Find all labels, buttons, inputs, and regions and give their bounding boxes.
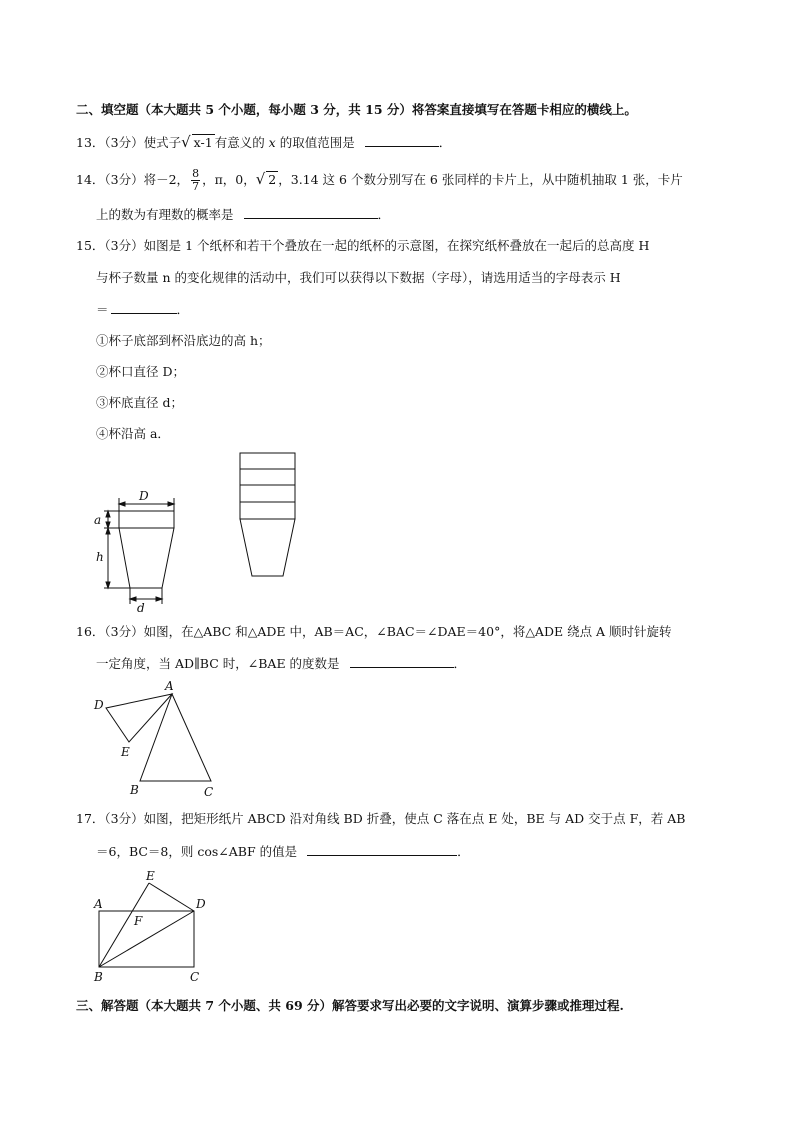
cup-body (119, 528, 174, 588)
q14-frac-den: 7 (192, 180, 200, 193)
q16-answer-blank[interactable] (350, 655, 454, 668)
label-F: F (134, 914, 143, 928)
stack-body (240, 519, 295, 576)
label-d: d (137, 601, 145, 615)
section-2-heading: 二、填空题（本大题共 5 个小题，每小题 3 分，共 15 分）将答案直接填写在答题卡相应的横线上。 (76, 102, 637, 117)
label-D: D (139, 489, 149, 503)
q17-line2 (96, 843, 470, 860)
q16-line2 (96, 655, 466, 672)
label-E: E (146, 869, 155, 883)
q15-option-4: ④杯沿高 a． (96, 426, 170, 441)
label-C: C (204, 785, 214, 799)
q14-line2: 上的数为有理数的概率是 (96, 207, 234, 222)
label-a: a (94, 513, 102, 527)
label-h: h (96, 550, 104, 564)
label-B: B (130, 783, 139, 797)
sqrt-symbol-icon: √ (181, 133, 191, 151)
label-B: B (94, 970, 103, 984)
q14-end: ． (377, 207, 391, 222)
q16-figure (106, 694, 211, 781)
triangle-ABC (140, 694, 211, 781)
label-A: A (165, 679, 174, 693)
label-A: A (94, 897, 103, 911)
q14-sqrt-val: 2 (268, 172, 277, 187)
stack-rims (240, 453, 295, 519)
q13-middle: 有意义的 (214, 135, 269, 150)
q13-prefix: 13．（3分）使式子 (76, 135, 182, 150)
arrow-icon (106, 528, 110, 534)
q14-mid1: ，π，0， (202, 172, 256, 187)
q15-line3-end: ． (176, 302, 190, 317)
q17-line1: 17．（3分）如图，把矩形纸片 ABCD 沿对角线 BD 折叠，使点 C 落在点 E 处，BE 与 AD 交于点 F，若 AB (76, 811, 686, 826)
q14-mid2: ，3.14 这 6 个数分别写在 6 张同样的卡片上，从中随机抽取 1 张，卡片 (278, 172, 683, 187)
label-C: C (190, 970, 200, 984)
section-3-heading: 三、解答题（本大题共 7 个小题、共 69 分）解答要求写出必要的文字说明、演算步骤或推理过程. (76, 998, 624, 1013)
q13-end: ． (438, 135, 452, 150)
arrow-icon (156, 597, 162, 601)
q16-line2-text: 一定角度，当 AD∥BC 时，∠BAE 的度数是 (96, 656, 340, 671)
arrow-icon (130, 597, 136, 601)
q15-line2: 与杯子数量 n 的变化规律的活动中，我们可以获得以下数据（字母），请选用适当的字母表示 H (96, 270, 621, 285)
diagonal-BD (99, 911, 194, 967)
q17-end: ． (457, 844, 470, 859)
q13-var: x (268, 135, 276, 150)
stacked-cups-figure (240, 453, 295, 576)
q14-prefix: 14．（3分）将－2， (76, 172, 190, 187)
triangle-ADE (106, 694, 172, 742)
q15-line1: 15．（3分）如图是 1 个纸杯和若干个叠放在一起的纸杯的示意图，在探究纸杯叠放在一起后的总高度 H (76, 238, 650, 253)
arrow-icon (168, 502, 174, 506)
q16-end: ． (453, 656, 467, 671)
label-D: D (196, 897, 206, 911)
arrow-icon (106, 511, 110, 517)
q15-option-1: ①杯子底部到杯沿底边的高 h； (96, 333, 271, 348)
label-D: D (94, 698, 104, 712)
q15-option-3: ③杯底直径 d； (96, 395, 183, 410)
q15-option-2: ②杯口直径 D； (96, 364, 185, 379)
q17-line2-text: ＝6，BC＝8，则 cos∠ABF 的值是 (96, 844, 298, 859)
q13-suffix: 的取值范围是 (275, 135, 355, 150)
q13-radicand: x-1 (193, 135, 213, 150)
q17-answer-blank[interactable] (307, 843, 457, 856)
q16-line1: 16．（3分）如图，在△ABC 和△ADE 中，AB＝AC，∠BAC＝∠DAE＝40°，将△ADE 绕点 A 顺时针旋转 (76, 624, 672, 639)
arrow-icon (106, 582, 110, 588)
q17-figure (99, 883, 194, 967)
cup-rim (119, 511, 174, 528)
q15-line3-prefix: ＝ (96, 302, 109, 317)
q14-frac-num: 8 (192, 167, 200, 180)
arrow-icon (119, 502, 125, 506)
segment-ED (149, 883, 194, 911)
sqrt-symbol-icon: √ (255, 170, 266, 188)
label-E: E (121, 745, 130, 759)
single-cup-figure (104, 498, 174, 604)
